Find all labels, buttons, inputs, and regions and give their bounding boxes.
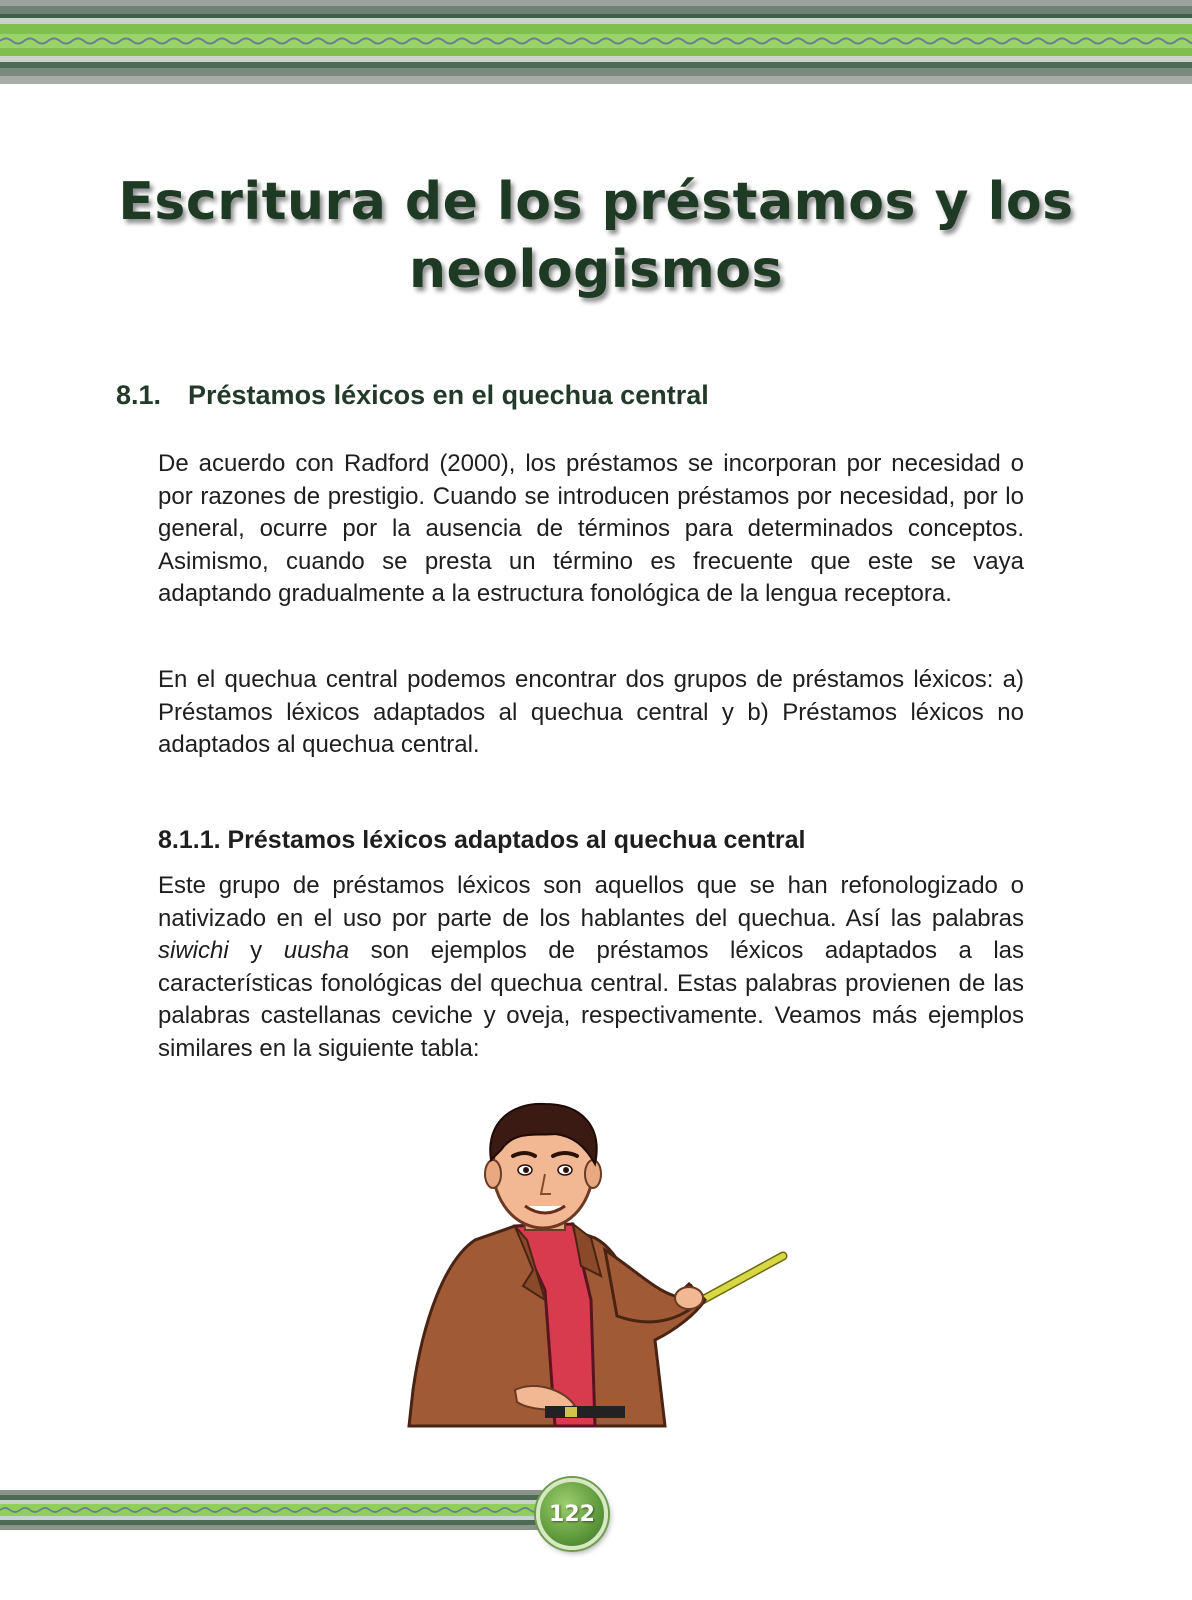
example-word-uusha: uusha <box>283 937 350 964</box>
paragraph-3-part-c: son ejemplos de préstamos léxicos adaptados a las características fonológicas del quechua central. Estas palabras provienen de las palabras castellanas ceviche y oveja, respectivamente. Veamos más ejemplos similares en la siguiente tabla: <box>158 937 1025 1062</box>
section-number: 8.1. <box>116 380 162 410</box>
paragraph-3-part-a: Este grupo de préstamos léxicos son aquellos que se han refonologizado o nativizado en el uso por parte de los hablantes del quechua. Así las palabras <box>158 872 1024 932</box>
teacher-with-pointer-icon <box>405 1090 805 1430</box>
paragraph-3-part-b: y <box>228 937 284 964</box>
section-heading <box>116 378 1016 412</box>
subsection-heading: 8.1.1. Préstamos léxicos adaptados al quechua central <box>158 826 806 854</box>
top-decorative-band <box>0 0 1192 96</box>
section-title: Préstamos léxicos en el quechua central <box>188 380 709 410</box>
page-number-badge <box>536 1478 608 1550</box>
page-number: 122 <box>549 1501 595 1527</box>
paragraph-3 <box>158 870 1024 1065</box>
paragraph-1: De acuerdo con Radford (2000), los préstamos se incorporan por necesidad o por razones de prestigio. Cuando se introducen préstamos por necesidad, por lo general, ocurre por la ausencia de términos para determinados conceptos. Asimismo, cuando se presta un término es frecuente que este se vaya adaptando gradualmente a la estructura fonológica de la lengua receptora. <box>158 450 1024 607</box>
example-word-siwichi: siwichi <box>158 937 229 964</box>
page-title-line-1: Escritura de los préstamos y los <box>118 172 1074 232</box>
page-title-line-2: neologismos <box>409 240 783 300</box>
page-title <box>80 168 1112 304</box>
bottom-decorative-band <box>0 1490 560 1530</box>
paragraph-2: En el quechua central podemos encontrar dos grupos de préstamos léxicos: a) Préstamos léxicos adaptados al quechua central y b) Préstamos léxicos no adaptados al quechua central. <box>158 666 1024 758</box>
